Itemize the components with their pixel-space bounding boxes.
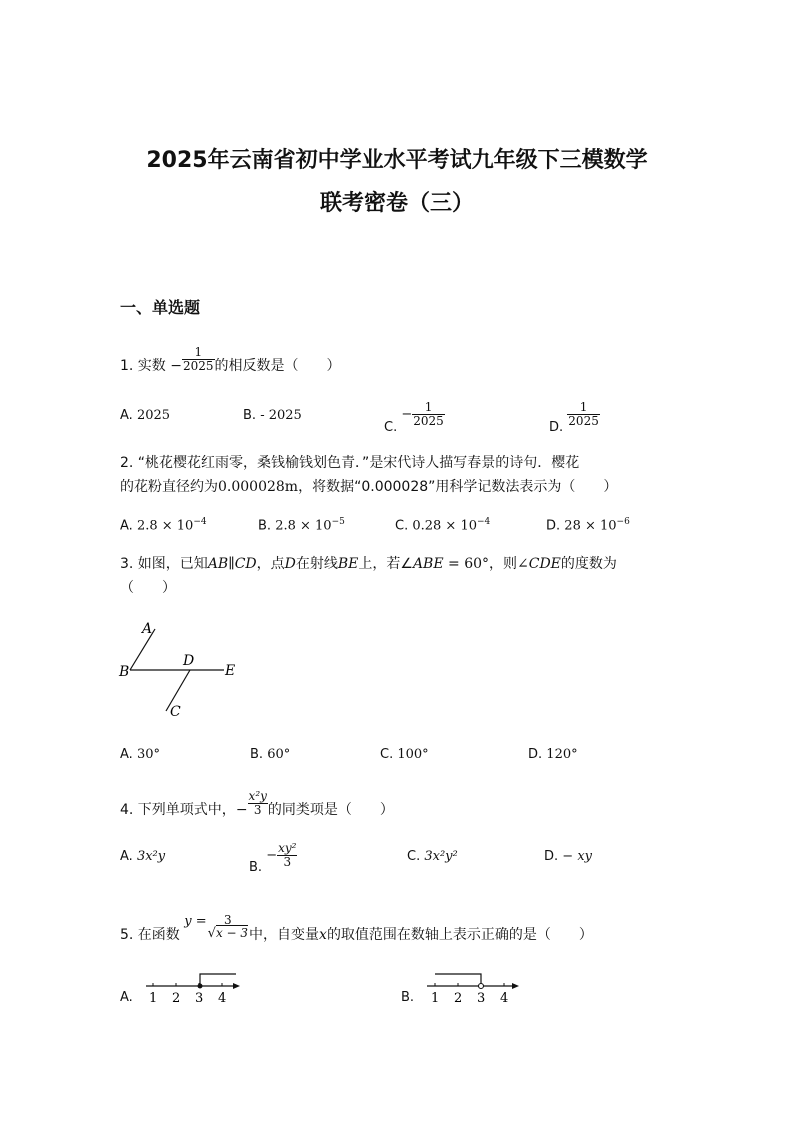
option-value: 2025 <box>136 408 171 423</box>
option-base: 2.8 × 10 <box>275 518 332 534</box>
q3-parallel: ∥ <box>228 556 235 572</box>
q1-option-b[interactable] <box>243 408 302 423</box>
q4-option-d[interactable] <box>544 849 592 864</box>
option-label: B. <box>243 408 257 423</box>
q5-text: 中，自变量 <box>249 927 320 943</box>
option-label: A. <box>120 408 133 423</box>
axis-arrow <box>233 983 240 989</box>
q4-option-b[interactable] <box>249 841 297 875</box>
frac-num: 3 <box>224 913 232 927</box>
q3-math: D <box>284 556 296 572</box>
option-fraction <box>277 842 297 869</box>
tick-label: 1 <box>149 991 158 1006</box>
title-line-2: 联考密卷（三） <box>319 191 474 216</box>
option-base: 0.28 × 10 <box>412 518 478 534</box>
option-base: 28 × 10 <box>564 518 617 534</box>
option-exponent: −4 <box>477 517 491 527</box>
frac-num: xy² <box>278 841 297 855</box>
q5-tail: 的取值范围在数轴上表示正确的是（ ） <box>326 927 593 943</box>
option-value: 30° <box>136 747 160 762</box>
q3-text: ，点 <box>256 556 285 572</box>
axis-arrow <box>512 983 519 989</box>
q3-option-d[interactable] <box>528 747 578 762</box>
q4-option-c[interactable] <box>407 849 458 864</box>
tick-label: 2 <box>172 991 181 1006</box>
frac-den: 2025 <box>413 414 444 428</box>
q5-number-line-b <box>421 968 531 1008</box>
q2-option-c[interactable] <box>395 517 490 533</box>
q2-option-b[interactable] <box>258 517 345 533</box>
question-4-stem <box>120 788 394 820</box>
point-label-a: A <box>142 621 153 637</box>
q3-text: 上，若∠ <box>358 556 413 572</box>
frac-den: x − 3 <box>215 926 249 940</box>
section-heading: 一、单选题 <box>120 298 201 317</box>
q3-math: CD <box>234 556 257 572</box>
option-value: 3x²y² <box>424 849 458 864</box>
q3-text: 3. 如图，已知 <box>120 556 208 572</box>
option-label: B. <box>258 518 272 534</box>
option-label: A. <box>120 518 133 534</box>
frac-num: 1 <box>579 400 588 414</box>
q5-y-equals: y = <box>184 914 207 929</box>
option-label: C. <box>380 747 394 762</box>
question-2-line-2 <box>120 477 617 497</box>
point-label-b: B <box>119 664 130 680</box>
q5-variable: x <box>319 927 327 943</box>
option-value: 3x²y <box>136 849 166 864</box>
frac-den: 3 <box>248 803 268 817</box>
frac-den: 3 <box>277 855 297 869</box>
option-fraction <box>567 401 600 428</box>
point-label-e: E <box>225 663 236 679</box>
q1-tail: 的相反数是（ ） <box>214 358 341 374</box>
option-value: 100° <box>397 747 429 762</box>
question-5-stem <box>120 913 593 946</box>
q5-number-line-a <box>140 968 250 1008</box>
q3-option-b[interactable] <box>250 747 290 762</box>
hollow-endpoint <box>479 984 484 989</box>
option-value: 60° <box>267 747 291 762</box>
q5-text: 5. 在函数 <box>120 927 180 943</box>
frac-den: 2025 <box>568 414 599 428</box>
option-exponent: −4 <box>193 517 207 527</box>
point-label-d: D <box>183 653 195 669</box>
frac-den-root <box>207 927 249 940</box>
frac-num: 1 <box>424 400 433 414</box>
solution-range-bracket <box>435 974 481 984</box>
option-label: A. <box>120 747 133 762</box>
q4-text: 4. 下列单项式中， <box>120 802 236 818</box>
q3-text: = 60°，则∠ <box>443 556 529 572</box>
tick-label: 1 <box>431 991 440 1006</box>
option-label: A. <box>120 849 133 864</box>
option-label: C. <box>407 849 421 864</box>
solution-range-bracket <box>200 974 236 986</box>
q1-minus: − <box>170 358 182 374</box>
q3-text: 在射线 <box>295 556 338 572</box>
title-line-1: 2025年云南省初中学业水平考试九年级下三模数学 <box>146 148 648 173</box>
q2-value: 0.000028m <box>218 479 299 495</box>
option-value: 120° <box>546 747 578 762</box>
tick-label: 4 <box>218 991 227 1006</box>
option-label: B. <box>401 990 415 1005</box>
option-minus: − <box>401 407 413 422</box>
question-1-stem <box>120 344 341 376</box>
option-base: 2.8 × 10 <box>136 518 194 534</box>
option-label: B. <box>249 860 263 875</box>
option-fraction <box>412 401 445 428</box>
question-3-line-2: （ ） <box>120 580 176 596</box>
tick-label: 4 <box>500 991 509 1006</box>
tick-label: 2 <box>454 991 463 1006</box>
frac-num: x²y <box>248 788 267 803</box>
q3-geometry-figure <box>110 615 250 725</box>
q4-minus: − <box>235 802 248 818</box>
q3-math: ABE <box>412 556 444 572</box>
option-exponent: −6 <box>616 517 630 527</box>
q3-math: AB <box>207 556 229 572</box>
question-2-line-1: 2. “桃花樱花红雨零，桑钱榆钱划色青．”是宋代诗人描写春景的诗句．樱花 <box>120 455 580 471</box>
option-exponent: −5 <box>331 517 345 527</box>
point-label-c: C <box>170 704 181 720</box>
q3-option-c[interactable] <box>380 747 429 762</box>
option-label: D. <box>549 420 564 435</box>
q5-fraction <box>207 914 249 940</box>
q1-option-c[interactable] <box>384 400 445 435</box>
q2-text-c: ，将数据“0.000028”用科学记数法表示为（ ） <box>298 479 618 495</box>
q2-option-d[interactable] <box>546 517 630 533</box>
q2-text-a: 的花粉直径约为 <box>120 479 218 495</box>
q4-option-a[interactable] <box>120 849 165 864</box>
sqrt-symbol: √ <box>207 926 216 941</box>
option-value: − xy <box>562 849 592 864</box>
q3-text: 的度数为 <box>560 556 617 572</box>
option-minus: − <box>266 848 278 863</box>
q1-frac-num: 1 <box>194 344 203 359</box>
q1-option-d[interactable] <box>549 400 600 435</box>
tick-label: 3 <box>195 991 204 1006</box>
q4-fraction <box>248 790 268 817</box>
q5-option-b[interactable] <box>401 990 414 1005</box>
solid-endpoint <box>198 984 203 989</box>
q1-option-a[interactable] <box>120 408 170 423</box>
option-label: D. <box>546 518 561 534</box>
q3-math: CDE <box>528 556 561 572</box>
option-label: A. <box>120 990 133 1005</box>
question-3-line-1 <box>120 554 617 574</box>
option-label: D. <box>528 747 543 762</box>
q2-option-a[interactable] <box>120 517 207 533</box>
q1-frac-den: 2025 <box>183 358 214 373</box>
q3-math: BE <box>337 556 359 572</box>
option-label: D. <box>544 849 559 864</box>
option-value: - 2025 <box>260 408 302 423</box>
option-label: C. <box>395 518 409 534</box>
q5-option-a[interactable] <box>120 990 133 1005</box>
q1-number: 1. 实数 <box>120 358 166 374</box>
tick-label: 3 <box>477 991 486 1006</box>
q3-option-a[interactable] <box>120 747 160 762</box>
q4-tail: 的同类项是（ ） <box>267 802 394 818</box>
option-label: C. <box>384 420 398 435</box>
q1-fraction <box>182 346 215 373</box>
option-label: B. <box>250 747 264 762</box>
